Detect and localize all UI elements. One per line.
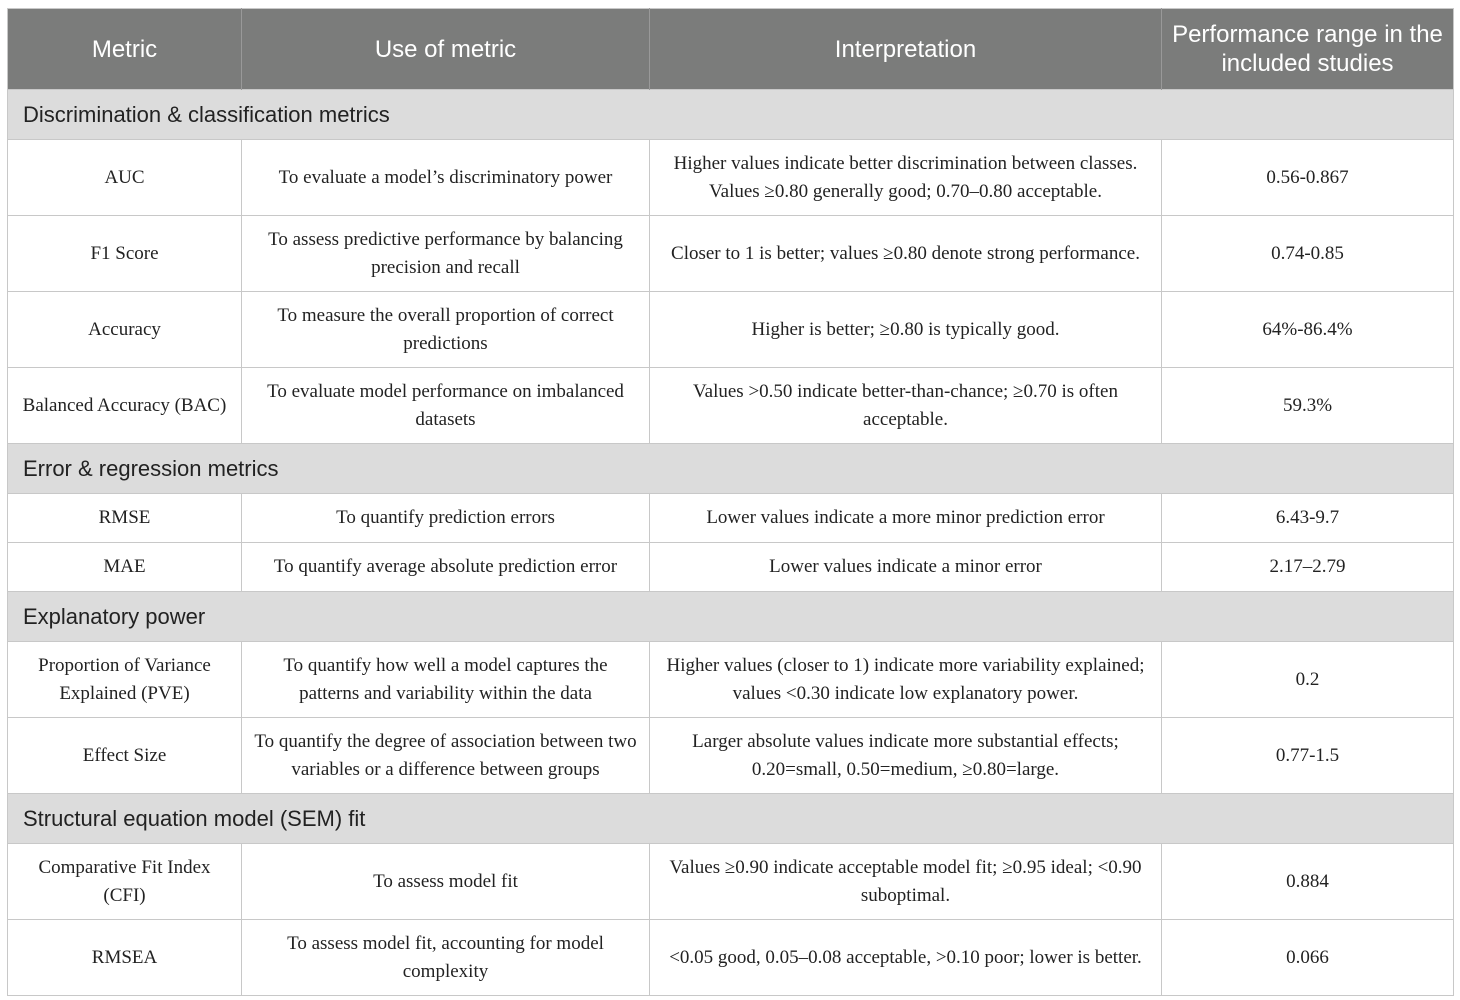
- cell-interpretation: Higher values (closer to 1) indicate more variability explained; values <0.30 indicate low explanatory power.: [650, 642, 1162, 718]
- cell-range: 0.2: [1162, 642, 1454, 718]
- cell-metric: F1 Score: [8, 216, 242, 292]
- section-title: Error & regression metrics: [8, 444, 1454, 494]
- cell-use: To assess model fit, accounting for model complexity: [242, 920, 650, 996]
- table-row: [8, 920, 1454, 996]
- cell-interpretation: Lower values indicate a more minor prediction error: [650, 494, 1162, 543]
- cell-range: 0.74-0.85: [1162, 216, 1454, 292]
- cell-metric: MAE: [8, 543, 242, 592]
- table-row: [8, 216, 1454, 292]
- cell-range: 64%-86.4%: [1162, 292, 1454, 368]
- cell-interpretation: Values >0.50 indicate better-than-chance; ≥0.70 is often acceptable.: [650, 368, 1162, 444]
- cell-range: 0.066: [1162, 920, 1454, 996]
- header-row: [8, 9, 1454, 90]
- section-row: [8, 90, 1454, 140]
- metrics-table: [7, 8, 1454, 996]
- header-metric: Metric: [8, 9, 242, 90]
- cell-use: To quantify prediction errors: [242, 494, 650, 543]
- table-row: [8, 642, 1454, 718]
- section-title: Structural equation model (SEM) fit: [8, 794, 1454, 844]
- cell-interpretation: Higher values indicate better discrimination between classes. Values ≥0.80 generally good; 0.70–0.80 acceptable.: [650, 140, 1162, 216]
- cell-metric: RMSEA: [8, 920, 242, 996]
- cell-range: 0.56-0.867: [1162, 140, 1454, 216]
- cell-range: 0.77-1.5: [1162, 718, 1454, 794]
- cell-use: To quantify the degree of association between two variables or a difference between groups: [242, 718, 650, 794]
- cell-metric: Accuracy: [8, 292, 242, 368]
- cell-interpretation: Lower values indicate a minor error: [650, 543, 1162, 592]
- table-row: [8, 844, 1454, 920]
- cell-use: To evaluate a model’s discriminatory power: [242, 140, 650, 216]
- section-row: [8, 794, 1454, 844]
- header-use: Use of metric: [242, 9, 650, 90]
- section-title: Explanatory power: [8, 592, 1454, 642]
- cell-use: To assess predictive performance by balancing precision and recall: [242, 216, 650, 292]
- cell-use: To assess model fit: [242, 844, 650, 920]
- cell-range: 0.884: [1162, 844, 1454, 920]
- cell-metric: Balanced Accuracy (BAC): [8, 368, 242, 444]
- cell-metric: Effect Size: [8, 718, 242, 794]
- cell-metric: Comparative Fit Index (CFI): [8, 844, 242, 920]
- header-range: Performance range in the included studies: [1162, 9, 1454, 90]
- table-row: [8, 140, 1454, 216]
- table-row: [8, 368, 1454, 444]
- cell-range: 2.17–2.79: [1162, 543, 1454, 592]
- header-interpretation: Interpretation: [650, 9, 1162, 90]
- cell-metric: Proportion of Variance Explained (PVE): [8, 642, 242, 718]
- cell-range: 6.43-9.7: [1162, 494, 1454, 543]
- cell-interpretation: Closer to 1 is better; values ≥0.80 denote strong performance.: [650, 216, 1162, 292]
- cell-interpretation: <0.05 good, 0.05–0.08 acceptable, >0.10 poor; lower is better.: [650, 920, 1162, 996]
- section-row: [8, 592, 1454, 642]
- section-title: Discrimination & classification metrics: [8, 90, 1454, 140]
- cell-metric: RMSE: [8, 494, 242, 543]
- cell-use: To quantify average absolute prediction error: [242, 543, 650, 592]
- table-row: [8, 494, 1454, 543]
- table-row: [8, 718, 1454, 794]
- cell-interpretation: Larger absolute values indicate more substantial effects; 0.20=small, 0.50=medium, ≥0.80=large.: [650, 718, 1162, 794]
- cell-range: 59.3%: [1162, 368, 1454, 444]
- cell-interpretation: Higher is better; ≥0.80 is typically good.: [650, 292, 1162, 368]
- cell-use: To quantify how well a model captures the patterns and variability within the data: [242, 642, 650, 718]
- cell-metric: AUC: [8, 140, 242, 216]
- table-row: [8, 543, 1454, 592]
- cell-use: To measure the overall proportion of correct predictions: [242, 292, 650, 368]
- cell-interpretation: Values ≥0.90 indicate acceptable model fit; ≥0.95 ideal; <0.90 suboptimal.: [650, 844, 1162, 920]
- table-row: [8, 292, 1454, 368]
- section-row: [8, 444, 1454, 494]
- cell-use: To evaluate model performance on imbalanced datasets: [242, 368, 650, 444]
